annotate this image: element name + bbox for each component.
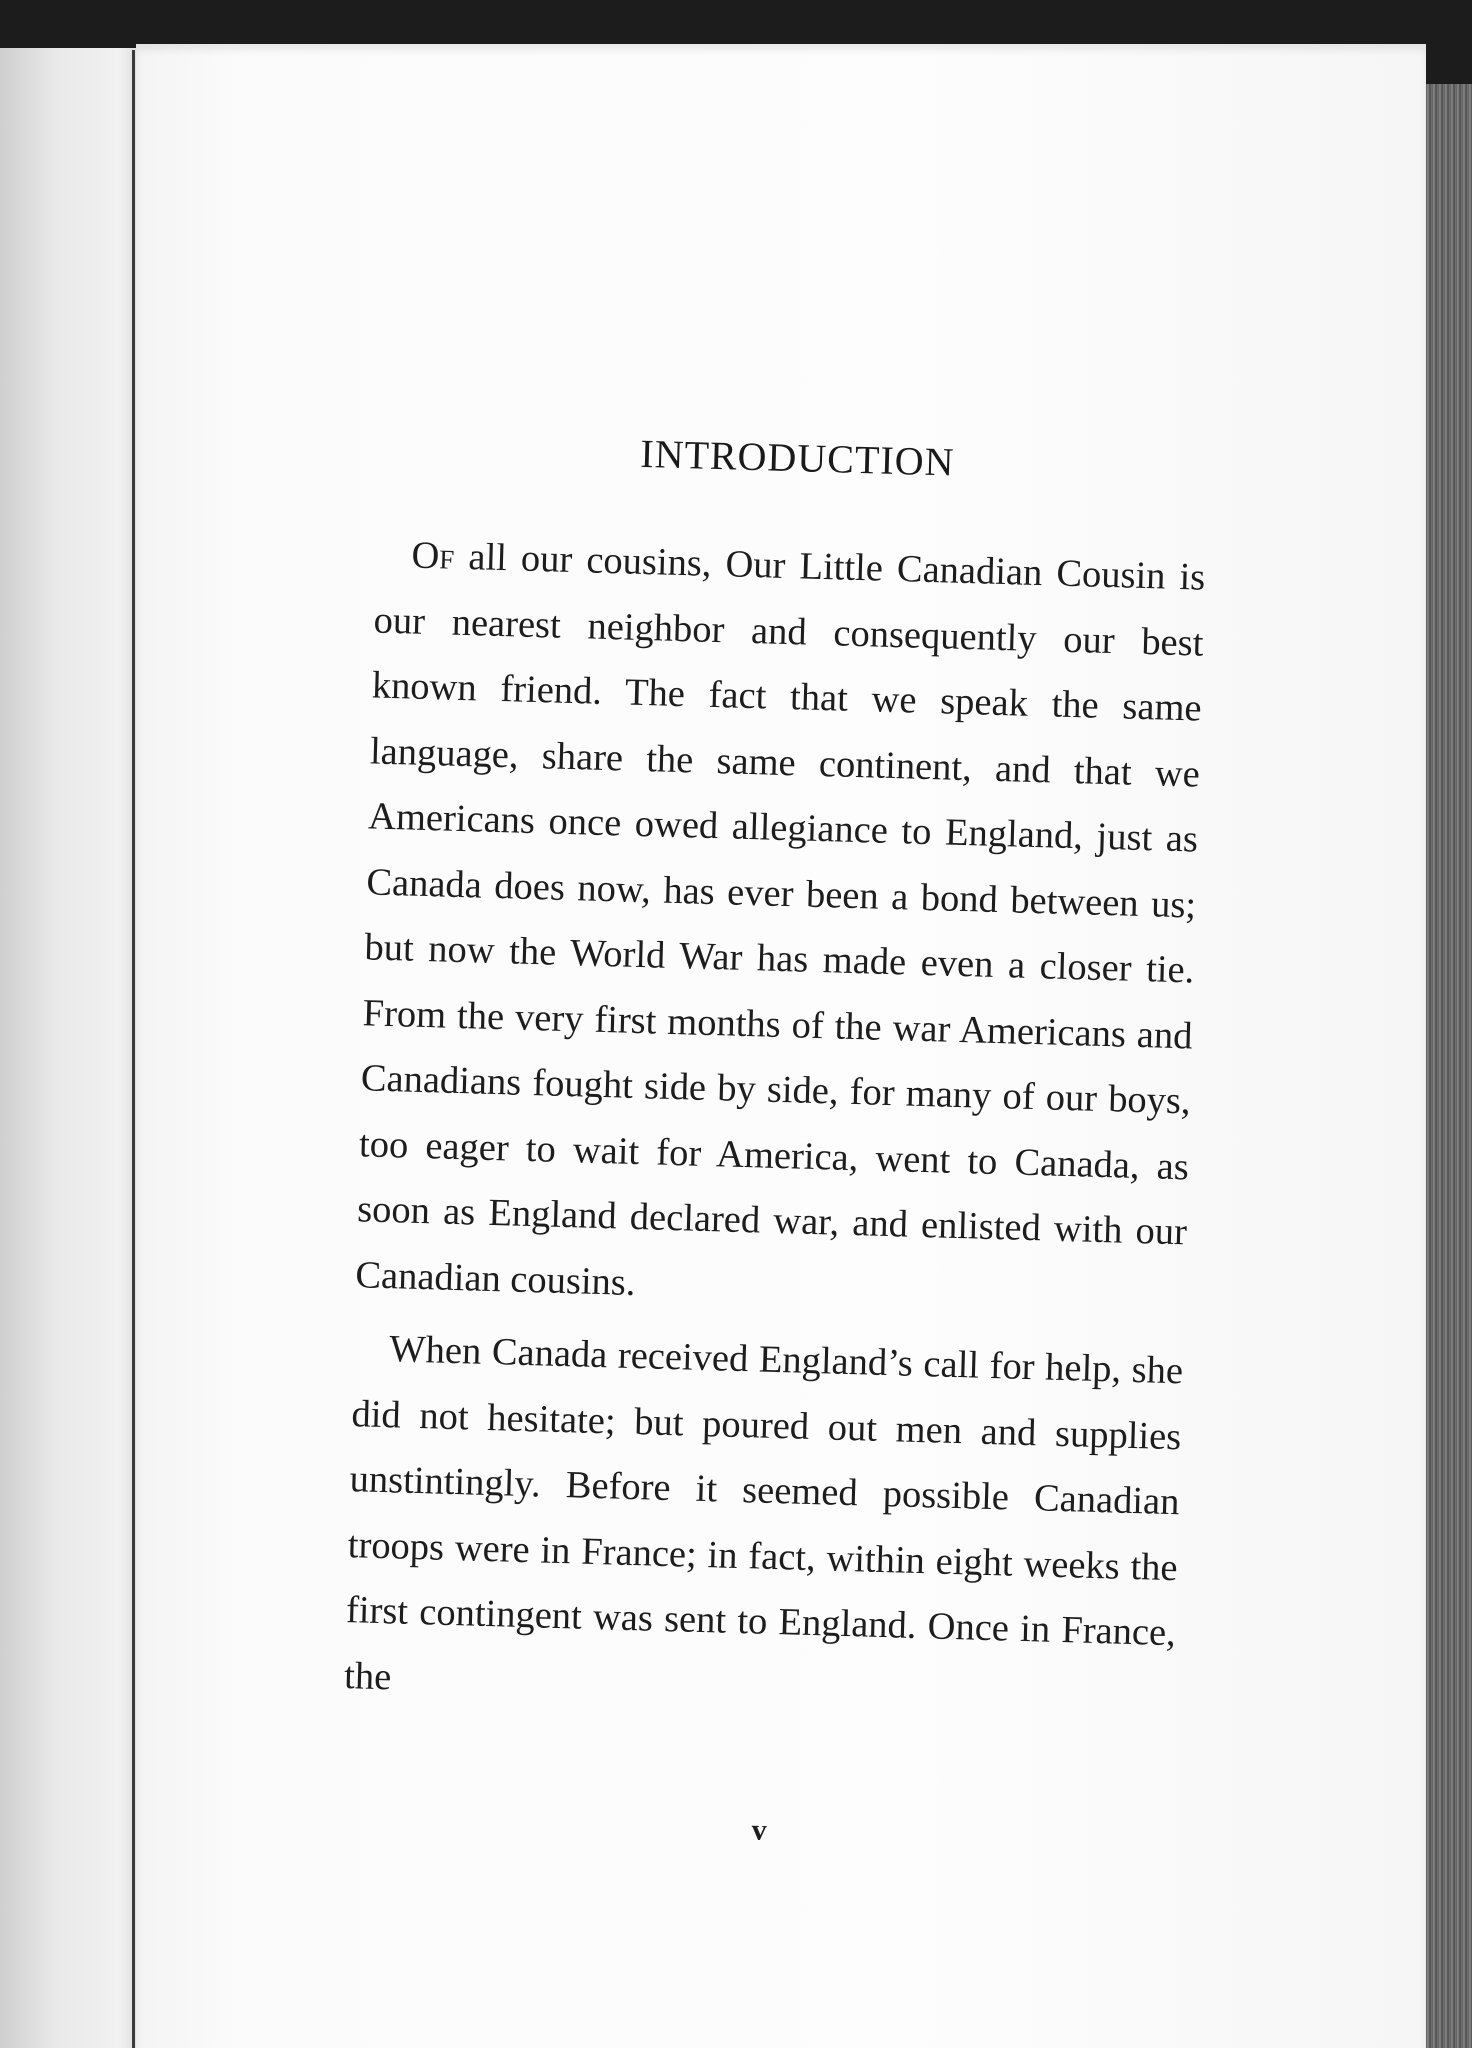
page-content — [108, 26, 1453, 2048]
page-number: v — [751, 1813, 768, 1847]
book-page — [136, 44, 1426, 2048]
opening-small-caps: Of — [410, 534, 455, 578]
page-heading: INTRODUCTION — [639, 430, 956, 485]
paragraph-1-text: all our cousins, Our Little Canadian Cousin is our nearest neighbor and consequently our best known friend. The fact that we speak the same language, share the same continent, and that we Americans once owed allegiance to England, just as Canada does now, has ever been a bond between us; but now the World War has made even a closer tie. From the very first months of the war Americans and Canadians fought side by side, for many of our boys, too eager to wait for America, went to Canada, as soon as England declared war, and enlisted with our Canadian cousins. — [354, 535, 1206, 1304]
paragraph-2: When Canada received England’s call for help, she did not hesitate; but poured out men and supplies unstintingly. Before it seemed possible Canadian troops were in France; in fact, within eight weeks the first contingent was sent to England. Once in France, the — [343, 1328, 1184, 1698]
paragraph-1 — [355, 523, 1207, 1332]
body-text — [343, 523, 1206, 1733]
